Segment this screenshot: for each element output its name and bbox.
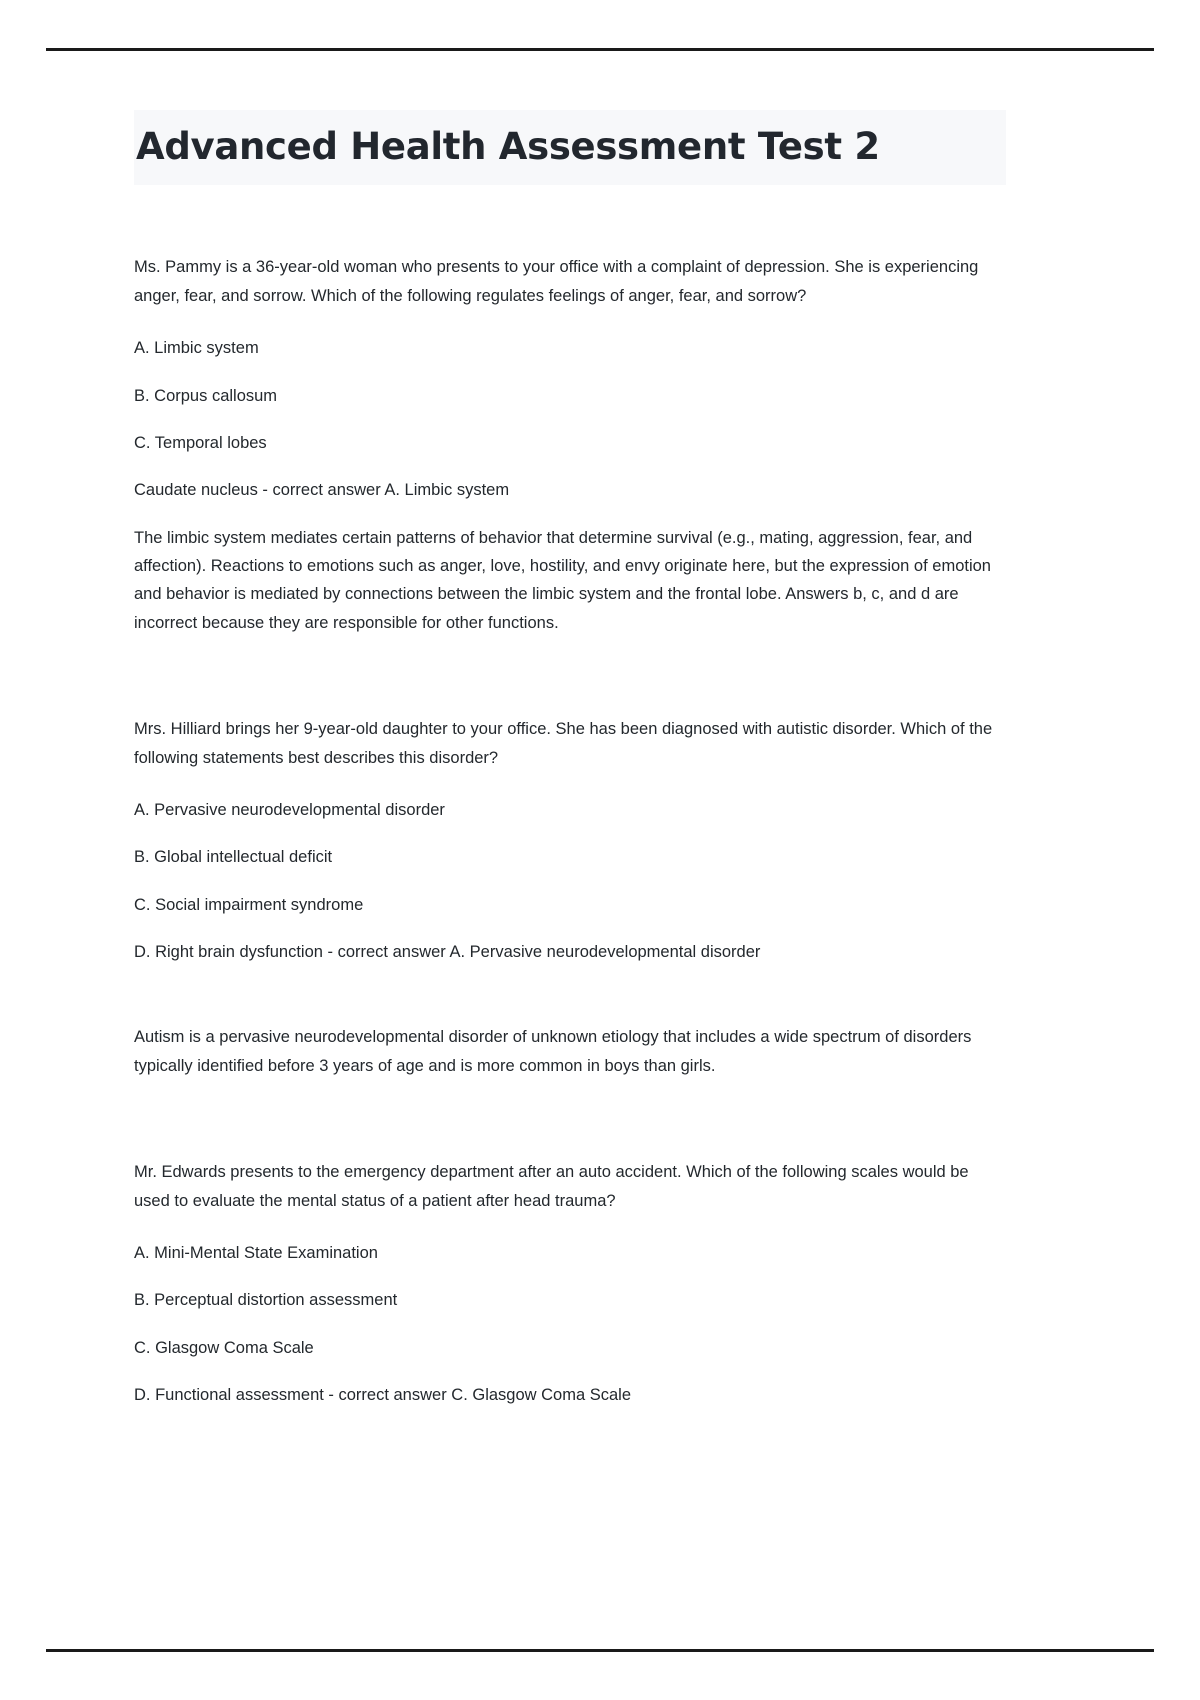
answer-option[interactable]: A. Limbic system bbox=[134, 339, 259, 358]
answer-option-correct[interactable]: D. Functional assessment - correct answer C. Glasgow Coma Scale bbox=[134, 1386, 632, 1405]
header-divider bbox=[46, 48, 1154, 51]
question-explanation: Autism is a pervasive neurodevelopmental disorder of unknown etiology that includes a wide spectrum of disorders typically identified before 3 years of age and is more common in boys than girls. bbox=[134, 1028, 972, 1075]
answer-option[interactable]: C. Glasgow Coma Scale bbox=[134, 1338, 314, 1357]
answer-option-correct[interactable]: Caudate nucleus - correct answer A. Limbic system bbox=[134, 481, 510, 500]
answer-option[interactable]: B. Perceptual distortion assessment bbox=[134, 1291, 398, 1310]
question-block-3 bbox=[134, 1158, 1006, 1409]
question-block-2 bbox=[134, 715, 1006, 1080]
question-stem: Mrs. Hilliard brings her 9-year-old daughter to your office. She has been diagnosed with autistic disorder. Which of the following statements best describes this disorder? bbox=[134, 720, 993, 767]
answer-option[interactable]: B. Global intellectual deficit bbox=[134, 848, 333, 867]
question-explanation: The limbic system mediates certain patterns of behavior that determine survival (e.g., mating, aggression, fear, and affection). Reactions to emotions such as anger, love, hostility, and envy originate here, but the expression of emotion and behavior is mediated by connections between the limbic system and the frontal lobe. Answers b, c, and d are incorrect because they are responsible for other functions. bbox=[134, 528, 991, 632]
question-stem: Ms. Pammy is a 36-year-old woman who presents to your office with a complaint of depression. She is experiencing anger, fear, and sorrow. Which of the following regulates feelings of anger, fear, and sorrow? bbox=[134, 258, 979, 305]
answer-option[interactable]: B. Corpus callosum bbox=[134, 386, 278, 405]
question-block-1 bbox=[134, 253, 1006, 637]
section-spacer bbox=[134, 659, 1006, 715]
answer-option[interactable]: C. Temporal lobes bbox=[134, 433, 267, 452]
questions-list bbox=[134, 253, 1006, 1409]
footer-divider bbox=[46, 1649, 1154, 1652]
answer-option[interactable]: A. Pervasive neurodevelopmental disorder bbox=[134, 800, 445, 819]
question-stem: Mr. Edwards presents to the emergency department after an auto accident. Which of the following scales would be used to evaluate the mental status of a patient after head trauma? bbox=[134, 1163, 969, 1210]
section-spacer bbox=[134, 1102, 1006, 1158]
page-title: Advanced Health Assessment Test 2 bbox=[134, 110, 1006, 185]
document-content bbox=[134, 110, 1006, 1428]
answer-option[interactable]: A. Mini-Mental State Examination bbox=[134, 1243, 378, 1262]
answer-option-correct[interactable]: D. Right brain dysfunction - correct answer A. Pervasive neurodevelopmental disorder bbox=[134, 943, 761, 962]
explanation-spacer bbox=[134, 985, 1006, 1023]
answer-option[interactable]: C. Social impairment syndrome bbox=[134, 895, 364, 914]
